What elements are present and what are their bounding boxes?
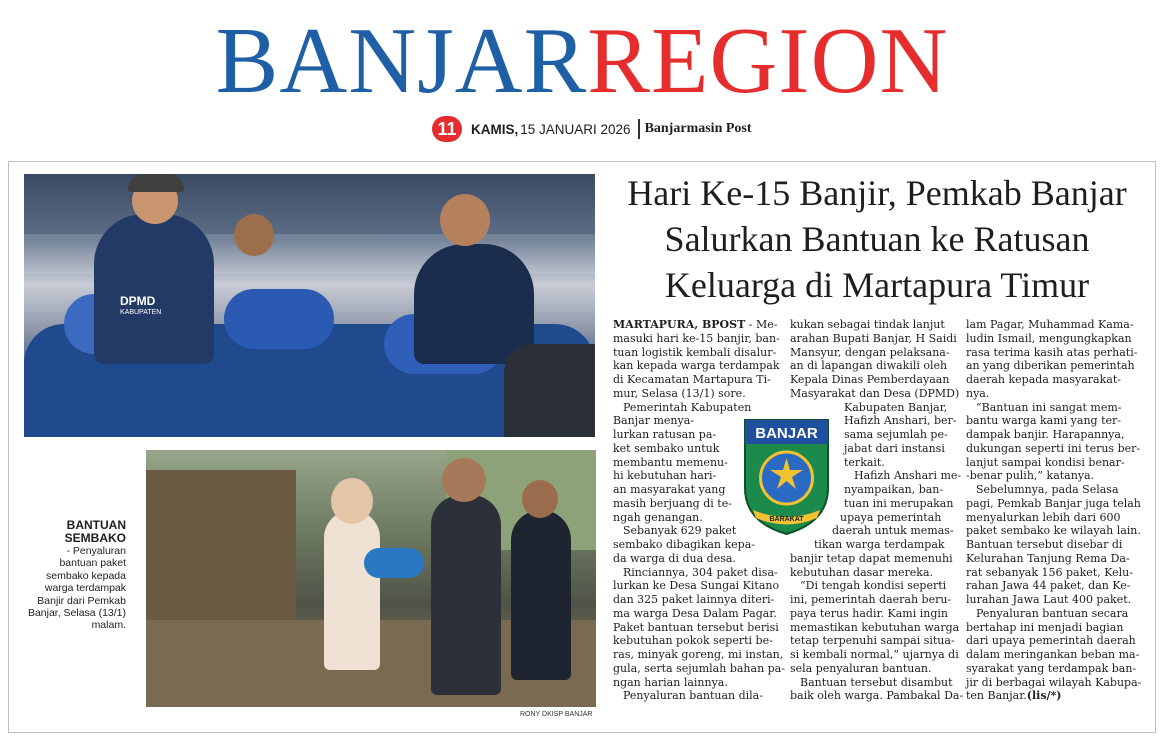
article-text: kan kepada warga terdampak (613, 359, 780, 373)
caption-line: Banjar, Selasa (13/1) (27, 607, 126, 620)
article-line (613, 346, 775, 360)
article-text: -benar pulih,” katanya. (966, 469, 1095, 483)
article-line (613, 593, 775, 607)
article-text: Hafizh Anshari, ber- (844, 414, 957, 428)
article-text: upaya pemerintah (840, 510, 942, 524)
article-text: daerah kepada masyarakat- (966, 373, 1121, 386)
article-text: bertahap ini menjadi bagian (966, 620, 1124, 634)
caption-line: bantuan paket (59, 557, 126, 570)
article-text: arahan Bupati Banjar, H Saidi (790, 331, 957, 345)
article-line (790, 346, 956, 360)
article-line (966, 621, 1142, 635)
article-text: Pemerintah Kabupaten (623, 400, 752, 414)
article-text: memastikan kebutuhan warga (790, 620, 960, 634)
article-text: rasa terima kasih atas perhati- (966, 345, 1138, 359)
article-line (790, 318, 956, 332)
article-text: rat sebanyak 156 paket, Kelu- (966, 565, 1133, 579)
article-text: si kembali normal,” ujarnya di (790, 648, 959, 661)
article-text: ngah genangan. (613, 510, 703, 524)
official-dpmd-vest (94, 214, 214, 364)
caption-title-2: SEMBAKO (64, 531, 126, 545)
aid-package (364, 548, 424, 578)
article-line (613, 620, 779, 635)
article-text: jabat dari instansi (844, 441, 945, 455)
banjar-regency-emblem (741, 418, 832, 536)
article-line (966, 511, 1142, 525)
article-line (790, 373, 956, 387)
article-line (966, 689, 1142, 703)
article-text: Bantuan tersebut disambut (800, 675, 953, 689)
article-line (966, 346, 1142, 360)
article-text: paya terus hadir. Kami ingin (790, 606, 948, 620)
article-text: lanjut sampai kondisi benar- (966, 455, 1125, 469)
article-line (613, 387, 775, 401)
article-line (613, 318, 778, 332)
caption-line: warga terdampak (44, 582, 126, 595)
article-line (613, 634, 775, 648)
article-text: dalam meringankan beban ma- (966, 648, 1140, 661)
photo-distribution-night (24, 174, 595, 437)
article-column-3 (966, 318, 1142, 703)
page-number-badge: 11 (432, 116, 462, 142)
article-line (790, 676, 956, 690)
caption-line: malam. (91, 619, 126, 632)
official-vest (431, 495, 501, 695)
article-line (966, 634, 1142, 648)
article-line (790, 620, 960, 635)
article-line (966, 497, 1142, 511)
article-line (613, 331, 780, 346)
article-line (966, 676, 1142, 690)
article-text: da warga di dua desa. (613, 551, 736, 565)
article-text: syarakat yang terdampak ban- (966, 661, 1137, 675)
article-line (790, 359, 956, 373)
article-text: sama sejumlah pe- (844, 428, 948, 441)
article-line (966, 469, 1142, 483)
article-line (966, 607, 1142, 621)
article-text: masuki hari ke-15 banjir, ban- (613, 331, 780, 345)
article-text: tuan logistik kembali disalur- (613, 345, 777, 359)
article-line (790, 607, 956, 621)
photo-caption (22, 519, 126, 632)
article-text: Bantuan tersebut disebar di (966, 538, 1123, 551)
photo-aid-handover-flood (146, 450, 596, 707)
article-text: ma warga Desa Dalam Pagar. (613, 606, 777, 620)
person-head (234, 214, 274, 256)
article-text: kebutuhan pokok seperti be- (613, 634, 773, 648)
photo-credit: RONY DKISP BANJAR (520, 711, 593, 718)
article-dateline: MARTAPURA, BPOST (613, 318, 746, 331)
article-text: Sebelumnya, pada Selasa (976, 483, 1119, 496)
article-text: menyalurkan lebih dari 600 (966, 510, 1121, 524)
article-text: bantu warga kami yang ter- (966, 414, 1121, 428)
article-text: Penyaluran bantuan dila- (623, 689, 763, 703)
dateline-date: 15 JANUARI 2026 (520, 121, 631, 137)
article-line (613, 579, 780, 593)
hijab (331, 478, 373, 524)
article-text: Rinciannya, 304 paket disa- (623, 565, 778, 579)
article-text: terkait. (844, 455, 885, 469)
article-line (790, 552, 956, 566)
article-line (966, 483, 1142, 497)
article-text: baik oleh warga. Pambakal Da- (790, 689, 964, 703)
article-line (966, 401, 1142, 415)
article-text: “Di tengah kondisi seperti (800, 579, 947, 593)
article-text: ludin Ismail, mengungkapkan (966, 331, 1132, 345)
article-line (790, 566, 956, 580)
article-text: ten Banjar. (966, 689, 1027, 703)
article-text: Banjar menya- (613, 414, 694, 428)
masthead (0, 9, 1164, 113)
woman-recipient (324, 510, 380, 670)
article-line (790, 593, 956, 607)
dateline-divider (638, 119, 640, 139)
person-jacket (511, 510, 571, 680)
headline: Hari Ke-15 Banjir, Pemkab Banjar Salurkan Bantuan ke Ratusan Keluarga di Martapura Timur (627, 173, 1127, 305)
article-line (966, 566, 1142, 580)
person-head (522, 480, 558, 518)
article-line (966, 428, 1142, 442)
person-head (440, 194, 490, 246)
article-line (966, 373, 1142, 387)
article-text: kebutuhan dasar mereka. (790, 565, 934, 579)
article-text: tetap terpenuhi sampai situa- (790, 634, 955, 648)
caption-line: sembako kepada (46, 569, 126, 582)
article-line (790, 634, 956, 648)
article-line (966, 456, 1142, 470)
article-text: ras, minyak goreng, mi instan, (613, 648, 784, 661)
article-text: dukungan seperti ini terus ber- (966, 441, 1141, 455)
article-line (790, 662, 956, 676)
article-text: mur, Selasa (13/1) sore. (613, 386, 746, 400)
article-text: sela penyaluran bantuan. (790, 661, 932, 675)
article-text: gula, serta sejumlah bahan pa- (613, 661, 785, 675)
article-line (790, 401, 956, 415)
article-text: banjir tetap dapat memenuhi (790, 551, 953, 565)
article-line (613, 552, 775, 566)
caption-line: - Penyaluran (66, 545, 126, 557)
article-text: an yang diberikan pemerintah (966, 359, 1135, 373)
article-line (613, 359, 780, 373)
article-line (790, 332, 956, 346)
article-line (790, 689, 964, 703)
article-line (966, 662, 1142, 676)
article-line (613, 648, 784, 662)
article-text: di Kecamatan Martapura Ti- (613, 373, 771, 386)
article-line (790, 386, 960, 401)
article-text: Kepala Dinas Pemberdayaan (790, 373, 950, 386)
article-text: jir di berbagai wilayah Kabupa- (966, 675, 1142, 689)
article-line (790, 538, 956, 552)
article-line (966, 414, 1142, 428)
article-line (613, 676, 775, 690)
publication-name: Banjarmasin Post (644, 121, 752, 136)
article-text: Hafizh Anshari me- (854, 469, 962, 483)
article-text: hi kebutuhan hari- (613, 469, 717, 483)
vest-text: DPMD (120, 294, 156, 308)
article-text: ngan harian lainnya. (613, 675, 728, 689)
aid-package (224, 289, 334, 349)
article-text: lam Pagar, Muhammad Kama- (966, 318, 1134, 331)
article-line (966, 579, 1142, 593)
article-text: sembako dibagikan kepa- (613, 538, 755, 551)
article-text: nya. (966, 386, 990, 400)
article-text: lurkan ke Desa Sungai Kitano (613, 579, 780, 593)
article-text: - Me- (748, 318, 778, 331)
article-line (966, 552, 1142, 566)
caption-line: Banjir dari Pemkab (37, 594, 126, 607)
article-line (966, 332, 1142, 346)
article-text: tuan ini merupakan (844, 496, 954, 510)
article-line (613, 373, 775, 387)
article-text: kukan sebagai tindak lanjut (790, 318, 945, 331)
author-signature: (lis/*) (1026, 689, 1062, 703)
article-line (966, 538, 1142, 552)
article-line (613, 401, 775, 415)
emblem-title: BANJAR (755, 425, 818, 442)
article-text: Paket bantuan tersebut berisi (613, 620, 779, 634)
article-text: daerah untuk memas- (832, 524, 954, 538)
caption-title-1: BANTUAN (66, 518, 126, 532)
article-line (966, 359, 1142, 373)
cap (128, 174, 184, 192)
official-vest (414, 244, 534, 364)
article-line (790, 648, 959, 662)
article-text: tikan warga terdampak (814, 538, 945, 551)
dateline (432, 116, 752, 142)
article-line (966, 593, 1142, 607)
article-line (613, 689, 775, 703)
article-line (613, 607, 775, 621)
article-text: Kabupaten Banjar, (844, 400, 948, 414)
emblem-ribbon-text: BARAKAT (769, 516, 804, 523)
article-text: ini, pemerintah daerah beru- (790, 593, 952, 606)
article-text: ket sembako untuk (613, 441, 720, 455)
article-text: paket sembako ke wilayah lain. (966, 524, 1141, 538)
article-line (966, 387, 1142, 401)
article-text: “Bantuan ini sangat mem- (976, 400, 1122, 414)
article-line (613, 538, 775, 552)
vest-text-2: KABUPATEN (120, 309, 162, 316)
article-text: lurahan Jawa Laut 400 paket. (966, 593, 1132, 606)
article-text: Kelurahan Tanjung Rema Da- (966, 551, 1130, 565)
article-line (613, 661, 785, 676)
article-text: membantu memenu- (613, 455, 728, 469)
article-line (790, 579, 956, 593)
article-line (966, 524, 1142, 538)
article-text: an di lapangan diwakili oleh (790, 359, 948, 373)
article-line (966, 648, 1142, 662)
article-text: Masyarakat dan Desa (DPMD) (790, 386, 960, 400)
article-line (966, 318, 1142, 332)
masthead-region: REGION (587, 9, 949, 113)
article-text: dari upaya pemerintah daerah (966, 634, 1136, 648)
article-text: an masyarakat yang (613, 483, 726, 496)
article-text: lurkan ratusan pa- (613, 428, 717, 441)
article-text: masih berjuang di te- (613, 496, 732, 510)
wooden-house (146, 470, 296, 620)
article-text: dampak banjir. Harapannya, (966, 428, 1125, 441)
person-head (442, 458, 486, 502)
vehicle (504, 344, 595, 437)
article-text: pagi, Pemkab Banjar juga telah (966, 496, 1141, 510)
article-text: Penyaluran bantuan secara (976, 606, 1129, 620)
article-text: Sebanyak 629 paket (623, 524, 737, 538)
article-text: nyampaikan, ban- (844, 483, 944, 496)
dateline-day: KAMIS, (471, 121, 519, 137)
article-text: rahan Jawa 44 paket, dan Ke- (966, 579, 1131, 593)
masthead-banjar: BANJAR (215, 9, 588, 113)
article-text: Mansyur, dengan pelaksana- (790, 345, 950, 359)
article-text: dan 325 paket lainnya diteri- (613, 593, 775, 606)
article-line (966, 442, 1142, 456)
article-line (613, 565, 778, 580)
